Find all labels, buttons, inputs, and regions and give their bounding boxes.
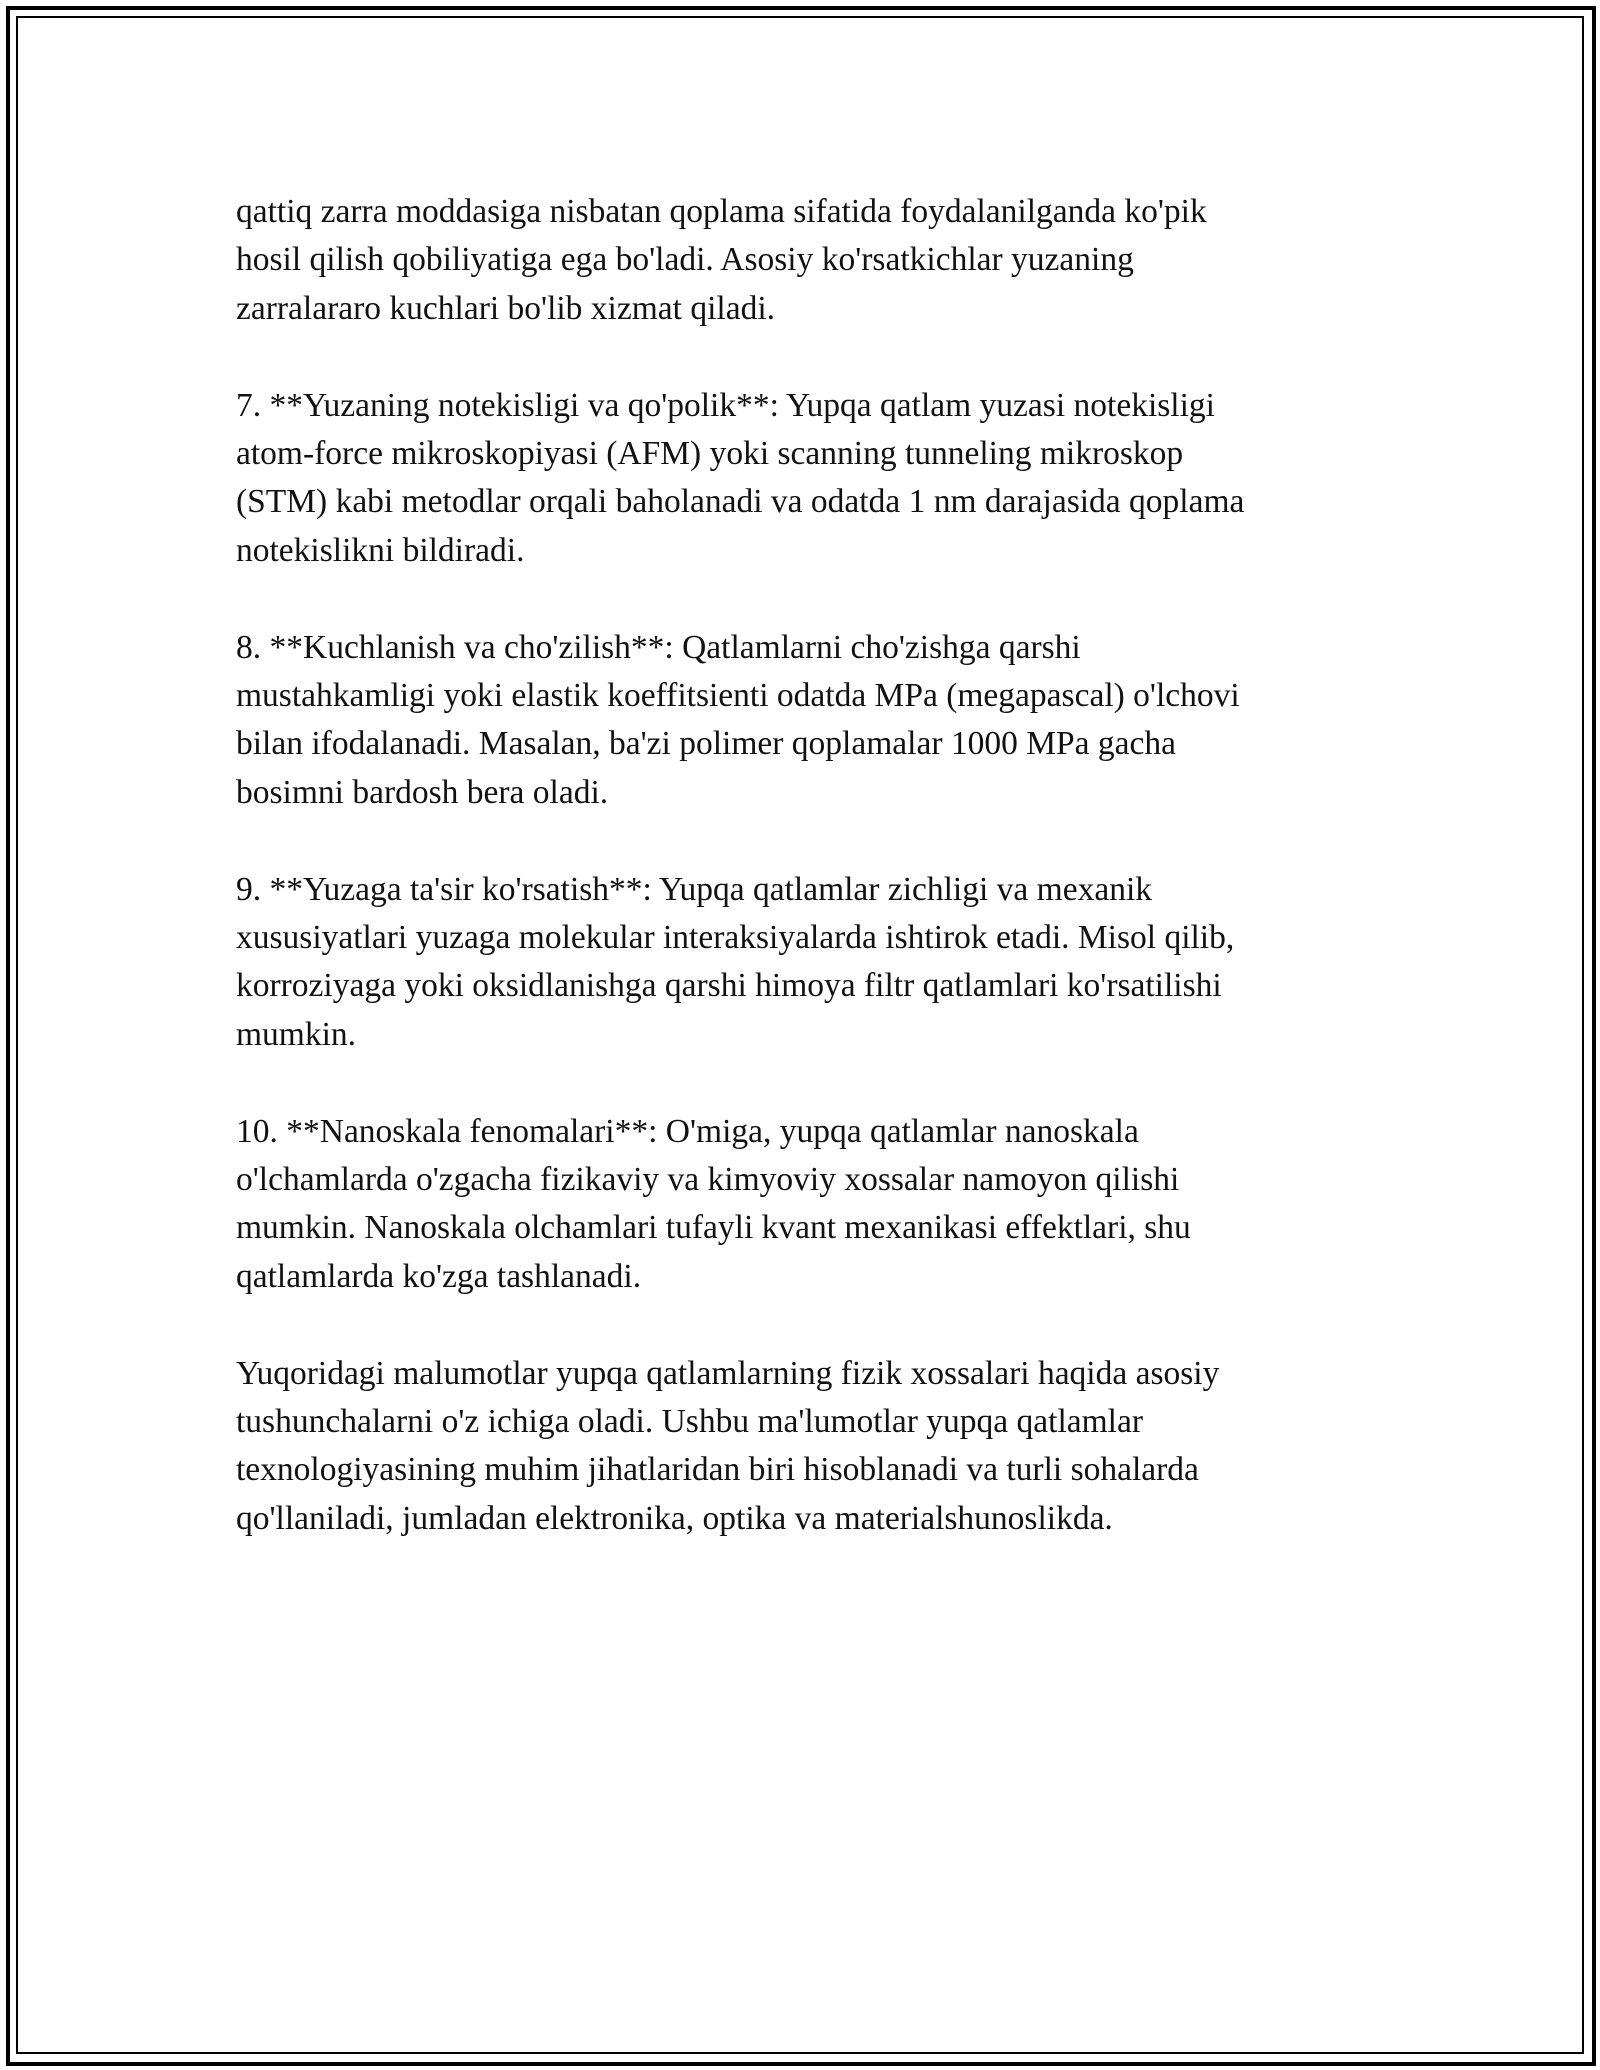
paragraph-item-7 — [236, 382, 1366, 576]
text-line: xususiyatlari yuzaga molekular interaksiyalarda ishtirok etadi. Misol qilib, — [236, 919, 1235, 957]
text-line: notekislikni bildiradi. — [236, 531, 525, 569]
paragraph-intro-continuation — [236, 188, 1366, 333]
text-line: 8. **Kuchlanish va cho'zilish**: Qatlamlarni cho'zishga qarshi — [236, 628, 1081, 666]
text-line: mumkin. Nanoskala olchamlari tufayli kvant mexanikasi effektlari, shu — [236, 1209, 1191, 1247]
text-line: zarralararo kuchlari bo'lib xizmat qiladi. — [236, 289, 776, 327]
text-line: 10. **Nanoskala fenomalari**: O'miga, yupqa qatlamlar nanoskala — [236, 1112, 1139, 1150]
text-line: korroziyaga yoki oksidlanishga qarshi himoya filtr qatlamlari ko'rsatilishi — [236, 967, 1222, 1005]
text-line: qatlamlarda ko'zga tashlanadi. — [236, 1257, 642, 1295]
text-line: qattiq zarra moddasiga nisbatan qoplama sifatida foydalanilganda ko'pik — [236, 193, 1207, 230]
text-line: bilan ifodalanadi. Masalan, ba'zi polimer qoplamalar 1000 MPa gacha — [236, 725, 1177, 763]
paragraph-item-8 — [236, 624, 1366, 818]
text-line: Yuqoridagi malumotlar yupqa qatlamlarning fizik xossalari haqida asosiy — [236, 1354, 1220, 1392]
text-line: 9. **Yuzaga ta'sir ko'rsatish**: Yupqa qatlamlar zichligi va mexanik — [236, 870, 1153, 908]
text-line: tushunchalarni o'z ichiga oladi. Ushbu ma'lumotlar yupqa qatlamlar — [236, 1403, 1144, 1441]
text-line: (STM) kabi metodlar orqali baholanadi va odatda 1 nm darajasida qoplama — [236, 483, 1245, 521]
text-line: atom-force mikroskopiyasi (AFM) yoki scanning tunneling mikroskop — [236, 435, 1184, 473]
text-line: bosimni bardosh bera oladi. — [236, 773, 609, 811]
text-line: qo'llaniladi, jumladan elektronika, optika va materialshunoslikda. — [236, 1499, 1113, 1537]
paragraph-item-9 — [236, 866, 1366, 1060]
text-line: 7. **Yuzaning notekisligi va qo'polik**: Yupqa qatlam yuzasi notekisligi — [236, 386, 1215, 424]
text-line: o'lchamlarda o'zgacha fizikaviy va kimyoviy xossalar namoyon qilishi — [236, 1161, 1180, 1199]
text-line: texnologiyasining muhim jihatlaridan biri hisoblanadi va turli sohalarda — [236, 1451, 1199, 1489]
page-body — [236, 188, 1366, 1592]
text-line: hosil qilish qobiliyatiga ega bo'ladi. Asosiy ko'rsatkichlar yuzaning — [236, 241, 1134, 279]
paragraph-summary — [236, 1350, 1366, 1544]
paragraph-item-10 — [236, 1108, 1366, 1302]
text-line: mumkin. — [236, 1015, 357, 1053]
text-line: mustahkamligi yoki elastik koeffitsienti odatda MPa (megapascal) o'lchovi — [236, 677, 1240, 715]
